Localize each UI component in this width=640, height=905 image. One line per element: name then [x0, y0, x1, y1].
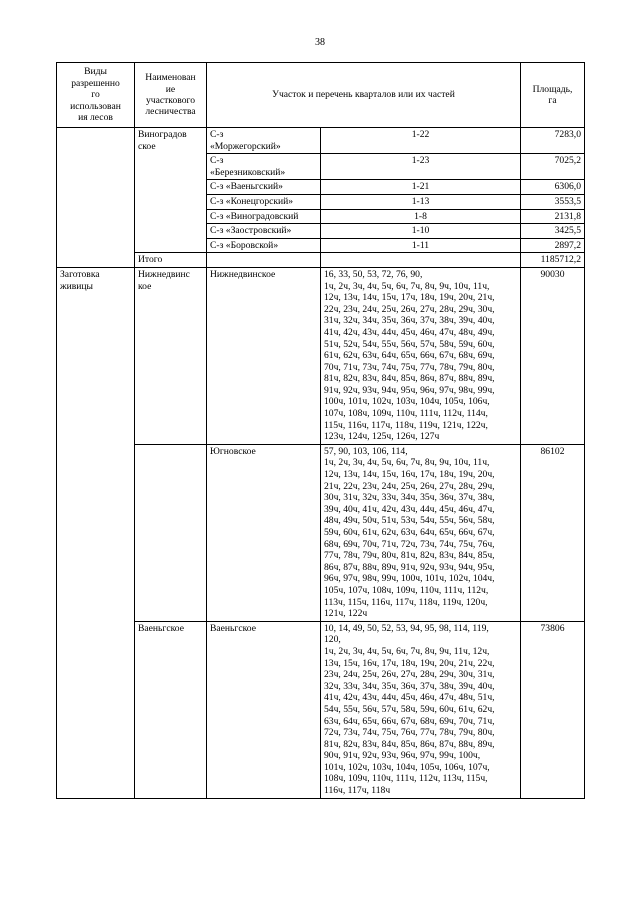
area-value: 2131,8: [521, 209, 585, 224]
use-resin-harvesting: Заготовка живицы: [57, 267, 135, 798]
farm-name: С-з «Березниковский»: [207, 154, 321, 180]
farm-name: С-з «Ваеньгский»: [207, 180, 321, 195]
district-name: Ваеньгское: [135, 621, 207, 798]
total-label: Итого: [135, 253, 207, 268]
table-row: [57, 267, 585, 444]
area-value: 2897,2: [521, 238, 585, 253]
farm-name: С-з «Заостровский»: [207, 224, 321, 239]
table-row: [57, 621, 585, 798]
table-header-row: [57, 63, 585, 128]
area-value: 86102: [521, 444, 585, 621]
quarters-range: 1-23: [321, 154, 521, 180]
area-value: 6306,0: [521, 180, 585, 195]
forest-use-table: [56, 62, 585, 799]
area-value: 90030: [521, 267, 585, 444]
area-value: 3553,5: [521, 194, 585, 209]
district-name: [135, 444, 207, 621]
district-name: Нижнедвинс кое: [135, 267, 207, 444]
district-vinogradovskoe: Виноградов ское: [135, 128, 207, 253]
farm-name: С-з «Моржегорский»: [207, 128, 321, 154]
total-empty-cell: [321, 253, 521, 268]
header-uses: Виды разрешенно го использован ия лесов: [57, 63, 135, 128]
total-area-value: 1185712,2: [521, 253, 585, 268]
quarters-range: 1-13: [321, 194, 521, 209]
quarters-list: 16, 33, 50, 53, 72, 76, 90, 1ч, 2ч, 3ч, 4ч, 5ч, 6ч, 7ч, 8ч, 9ч, 10ч, 11ч, 12ч, 13ч, 14ч, 15ч, 17ч, 18ч, 19ч, 20ч, 21ч, 22ч, 23ч, 24ч, 25ч, 26ч, 27ч, 28ч, 29ч, 30ч, 31ч, 32ч, 34ч, 35ч, 36ч, 37ч, 38ч, 39ч, 40ч, 41ч, 42ч, 43ч, 44ч, 45ч, 46ч, 47ч, 48ч, 49ч, 51ч, 52ч, 54ч, 55ч, 56ч, 57ч, 58ч, 59ч, 60ч, 61ч, 62ч, 63ч, 64ч, 65ч, 66ч, 67ч, 68ч, 69ч, 70ч, 71ч, 73ч, 74ч, 75ч, 77ч, 78ч, 79ч, 80ч, 81ч, 82ч, 83ч, 84ч, 85ч, 86ч, 87ч, 88ч, 89ч, 91ч, 92ч, 93ч, 94ч, 95ч, 96ч, 97ч, 98ч, 99ч, 100ч, 101ч, 102ч, 103ч, 104ч, 105ч, 106ч, 107ч, 108ч, 109ч, 110ч, 111ч, 112ч, 114ч, 115ч, 116ч, 117ч, 118ч, 119ч, 121ч, 122ч, 123ч, 124ч, 125ч, 126ч, 127ч: [321, 267, 521, 444]
header-area: Площадь, га: [521, 63, 585, 128]
quarters-range: 1-10: [321, 224, 521, 239]
use-cell-empty: [57, 128, 135, 268]
quarters-list: 57, 90, 103, 106, 114, 1ч, 2ч, 3ч, 4ч, 5ч, 6ч, 7ч, 8ч, 9ч, 10ч, 11ч, 12ч, 13ч, 14ч, 15ч, 16ч, 17ч, 18ч, 19ч, 20ч, 21ч, 22ч, 23ч, 24ч, 25ч, 26ч, 27ч, 28ч, 29ч, 30ч, 31ч, 32ч, 33ч, 34ч, 35ч, 36ч, 37ч, 38ч, 39ч, 40ч, 41ч, 42ч, 43ч, 44ч, 45ч, 46ч, 47ч, 48ч, 49ч, 50ч, 51ч, 53ч, 54ч, 55ч, 56ч, 58ч, 59ч, 60ч, 61ч, 62ч, 63ч, 64ч, 65ч, 66ч, 67ч, 68ч, 69ч, 70ч, 71ч, 72ч, 73ч, 74ч, 75ч, 76ч, 77ч, 78ч, 79ч, 80ч, 81ч, 82ч, 83ч, 84ч, 85ч, 86ч, 87ч, 88ч, 89ч, 91ч, 92ч, 93ч, 94ч, 95ч, 96ч, 97ч, 98ч, 99ч, 100ч, 101ч, 102ч, 104ч, 105ч, 107ч, 108ч, 109ч, 110ч, 111ч, 112ч, 113ч, 115ч, 116ч, 117ч, 118ч, 119ч, 120ч, 121ч, 122ч: [321, 444, 521, 621]
quarters-range: 1-8: [321, 209, 521, 224]
area-value: 7025,2: [521, 154, 585, 180]
area-value: 7283,0: [521, 128, 585, 154]
quarters-range: 1-21: [321, 180, 521, 195]
farm-name: С-з «Боровской»: [207, 238, 321, 253]
page-number: 38: [315, 37, 325, 48]
table-row: [57, 444, 585, 621]
site-name: Ваеньгское: [207, 621, 321, 798]
header-quarters: Участок и перечень кварталов или их частей: [207, 63, 521, 128]
area-value: 3425,5: [521, 224, 585, 239]
total-row: [57, 253, 585, 268]
area-value: 73806: [521, 621, 585, 798]
quarters-list: 10, 14, 49, 50, 52, 53, 94, 95, 98, 114, 119, 120, 1ч, 2ч, 3ч, 4ч, 5ч, 6ч, 7ч, 8ч, 9ч, 11ч, 12ч, 13ч, 15ч, 16ч, 17ч, 18ч, 19ч, 20ч, 21ч, 22ч, 23ч, 24ч, 25ч, 26ч, 27ч, 28ч, 29ч, 30ч, 31ч, 32ч, 33ч, 34ч, 35ч, 36ч, 37ч, 38ч, 39ч, 40ч, 41ч, 42ч, 43ч, 44ч, 45ч, 46ч, 47ч, 48ч, 51ч, 54ч, 55ч, 56ч, 57ч, 58ч, 59ч, 60ч, 61ч, 62ч, 63ч, 64ч, 65ч, 66ч, 67ч, 68ч, 69ч, 70ч, 71ч, 72ч, 73ч, 74ч, 75ч, 76ч, 77ч, 78ч, 79ч, 80ч, 81ч, 82ч, 83ч, 84ч, 85ч, 86ч, 87ч, 88ч, 89ч, 90ч, 91ч, 92ч, 93ч, 96ч, 97ч, 99ч, 100ч, 101ч, 102ч, 103ч, 104ч, 105ч, 106ч, 107ч, 108ч, 109ч, 110ч, 111ч, 112ч, 113ч, 115ч, 116ч, 117ч, 118ч: [321, 621, 521, 798]
site-name: Нижнедвинское: [207, 267, 321, 444]
site-name: Югновское: [207, 444, 321, 621]
farm-name: С-з «Виноградовский: [207, 209, 321, 224]
total-empty-cell: [207, 253, 321, 268]
table-row: [57, 128, 585, 154]
quarters-range: 1-22: [321, 128, 521, 154]
header-district: Наименован ие участкового лесничества: [135, 63, 207, 128]
quarters-range: 1-11: [321, 238, 521, 253]
farm-name: С-з «Конецгорский»: [207, 194, 321, 209]
